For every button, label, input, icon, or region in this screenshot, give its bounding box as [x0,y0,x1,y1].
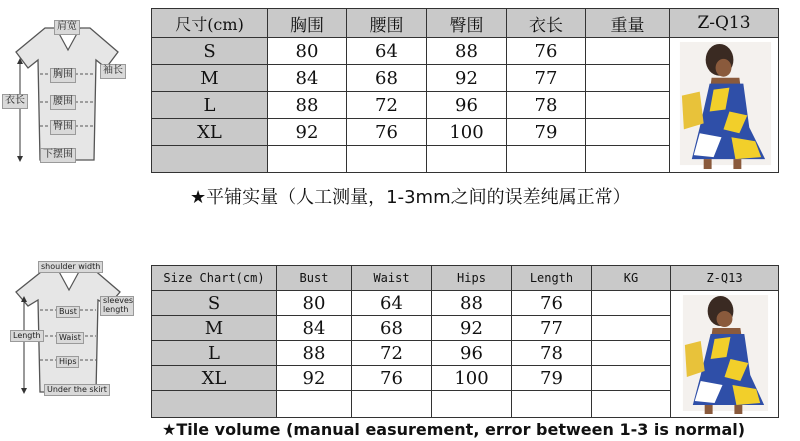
garment-diagram-top [0,22,135,172]
hem-label: 下摆围 [40,148,76,163]
empty-size-cell [152,146,268,173]
empty-cell [507,146,586,173]
weight-cell [586,38,670,65]
empty-cell [586,146,670,173]
waist-cell: 64 [347,38,427,65]
size-cell: L [152,341,277,366]
empty-cell [352,391,432,418]
bust-cell: 80 [277,291,352,316]
hips-cell: 100 [427,119,507,146]
shoulder-width-label: 肩宽 [54,20,80,35]
waist-cell: 72 [347,92,427,119]
header-model-code: Z-Q13 [670,9,779,38]
header-hips: 臀围 [427,9,507,38]
length-cell: 78 [512,341,592,366]
empty-cell [268,146,347,173]
shoulder-width-label: shoulder width [38,261,103,273]
header-length: 衣长 [507,9,586,38]
header-length: Length [512,266,592,291]
size-chart-table-chinese [151,8,779,173]
bust-cell: 80 [268,38,347,65]
product-photo-cell [671,291,779,418]
waist-label: 腰围 [50,95,76,110]
length-label: Length [10,330,44,342]
empty-cell [277,391,352,418]
hem-label: Under the skirt [44,384,110,396]
empty-cell [347,146,427,173]
hips-cell: 96 [432,341,512,366]
hips-label: 臀围 [50,120,76,135]
bust-cell: 92 [277,366,352,391]
bust-cell: 84 [268,65,347,92]
bust-label: Bust [56,306,80,318]
waist-cell: 68 [347,65,427,92]
header-model-code: Z-Q13 [671,266,779,291]
weight-cell [592,316,671,341]
measurement-note-english: ★Tile volume (manual easurement, error between 1-3 is normal) [162,420,746,439]
header-bust: Bust [277,266,352,291]
empty-cell [512,391,592,418]
hips-cell: 96 [427,92,507,119]
hips-cell: 100 [432,366,512,391]
waist-cell: 76 [352,366,432,391]
bust-cell: 92 [268,119,347,146]
measurement-note-chinese: ★平铺实量（人工测量，1-3mm之间的误差纯属正常） [190,187,631,208]
hips-cell: 92 [432,316,512,341]
header-hips: Hips [432,266,512,291]
header-waist: Waist [352,266,432,291]
length-cell: 77 [507,65,586,92]
bust-label: 胸围 [50,68,76,83]
waist-cell: 64 [352,291,432,316]
size-chart-table-english [151,265,779,418]
product-photo [670,38,778,172]
length-cell: 78 [507,92,586,119]
bust-cell: 88 [268,92,347,119]
weight-cell [592,366,671,391]
header-weight: KG [592,266,671,291]
product-photo [671,291,778,417]
product-photo-cell [670,38,779,173]
header-size: 尺寸(cm) [152,9,268,38]
weight-cell [586,65,670,92]
size-cell: XL [152,119,268,146]
hips-cell: 92 [427,65,507,92]
weight-cell [586,119,670,146]
waist-cell: 68 [352,316,432,341]
length-cell: 76 [507,38,586,65]
header-weight: 重量 [586,9,670,38]
length-cell: 77 [512,316,592,341]
size-cell: S [152,38,268,65]
header-bust: 胸围 [268,9,347,38]
size-cell: M [152,316,277,341]
size-cell: S [152,291,277,316]
hips-cell: 88 [432,291,512,316]
weight-cell [592,291,671,316]
length-label: 衣长 [2,94,28,109]
weight-cell [592,341,671,366]
hips-label: Hips [56,356,79,368]
hips-cell: 88 [427,38,507,65]
size-cell: XL [152,366,277,391]
length-cell: 79 [507,119,586,146]
bust-cell: 84 [277,316,352,341]
size-cell: L [152,92,268,119]
length-cell: 79 [512,366,592,391]
waist-label: Waist [56,332,84,344]
empty-size-cell [152,391,277,418]
bust-cell: 88 [277,341,352,366]
length-cell: 76 [512,291,592,316]
size-cell: M [152,65,268,92]
empty-cell [592,391,671,418]
empty-cell [427,146,507,173]
header-waist: 腰围 [347,9,427,38]
weight-cell [586,92,670,119]
header-size: Size Chart(cm) [152,266,277,291]
empty-cell [432,391,512,418]
sleeve-length-label: 袖长 [100,64,126,79]
waist-cell: 76 [347,119,427,146]
garment-diagram-bottom [2,262,135,402]
sleeve-length-label: sleeves length [100,296,134,316]
waist-cell: 72 [352,341,432,366]
